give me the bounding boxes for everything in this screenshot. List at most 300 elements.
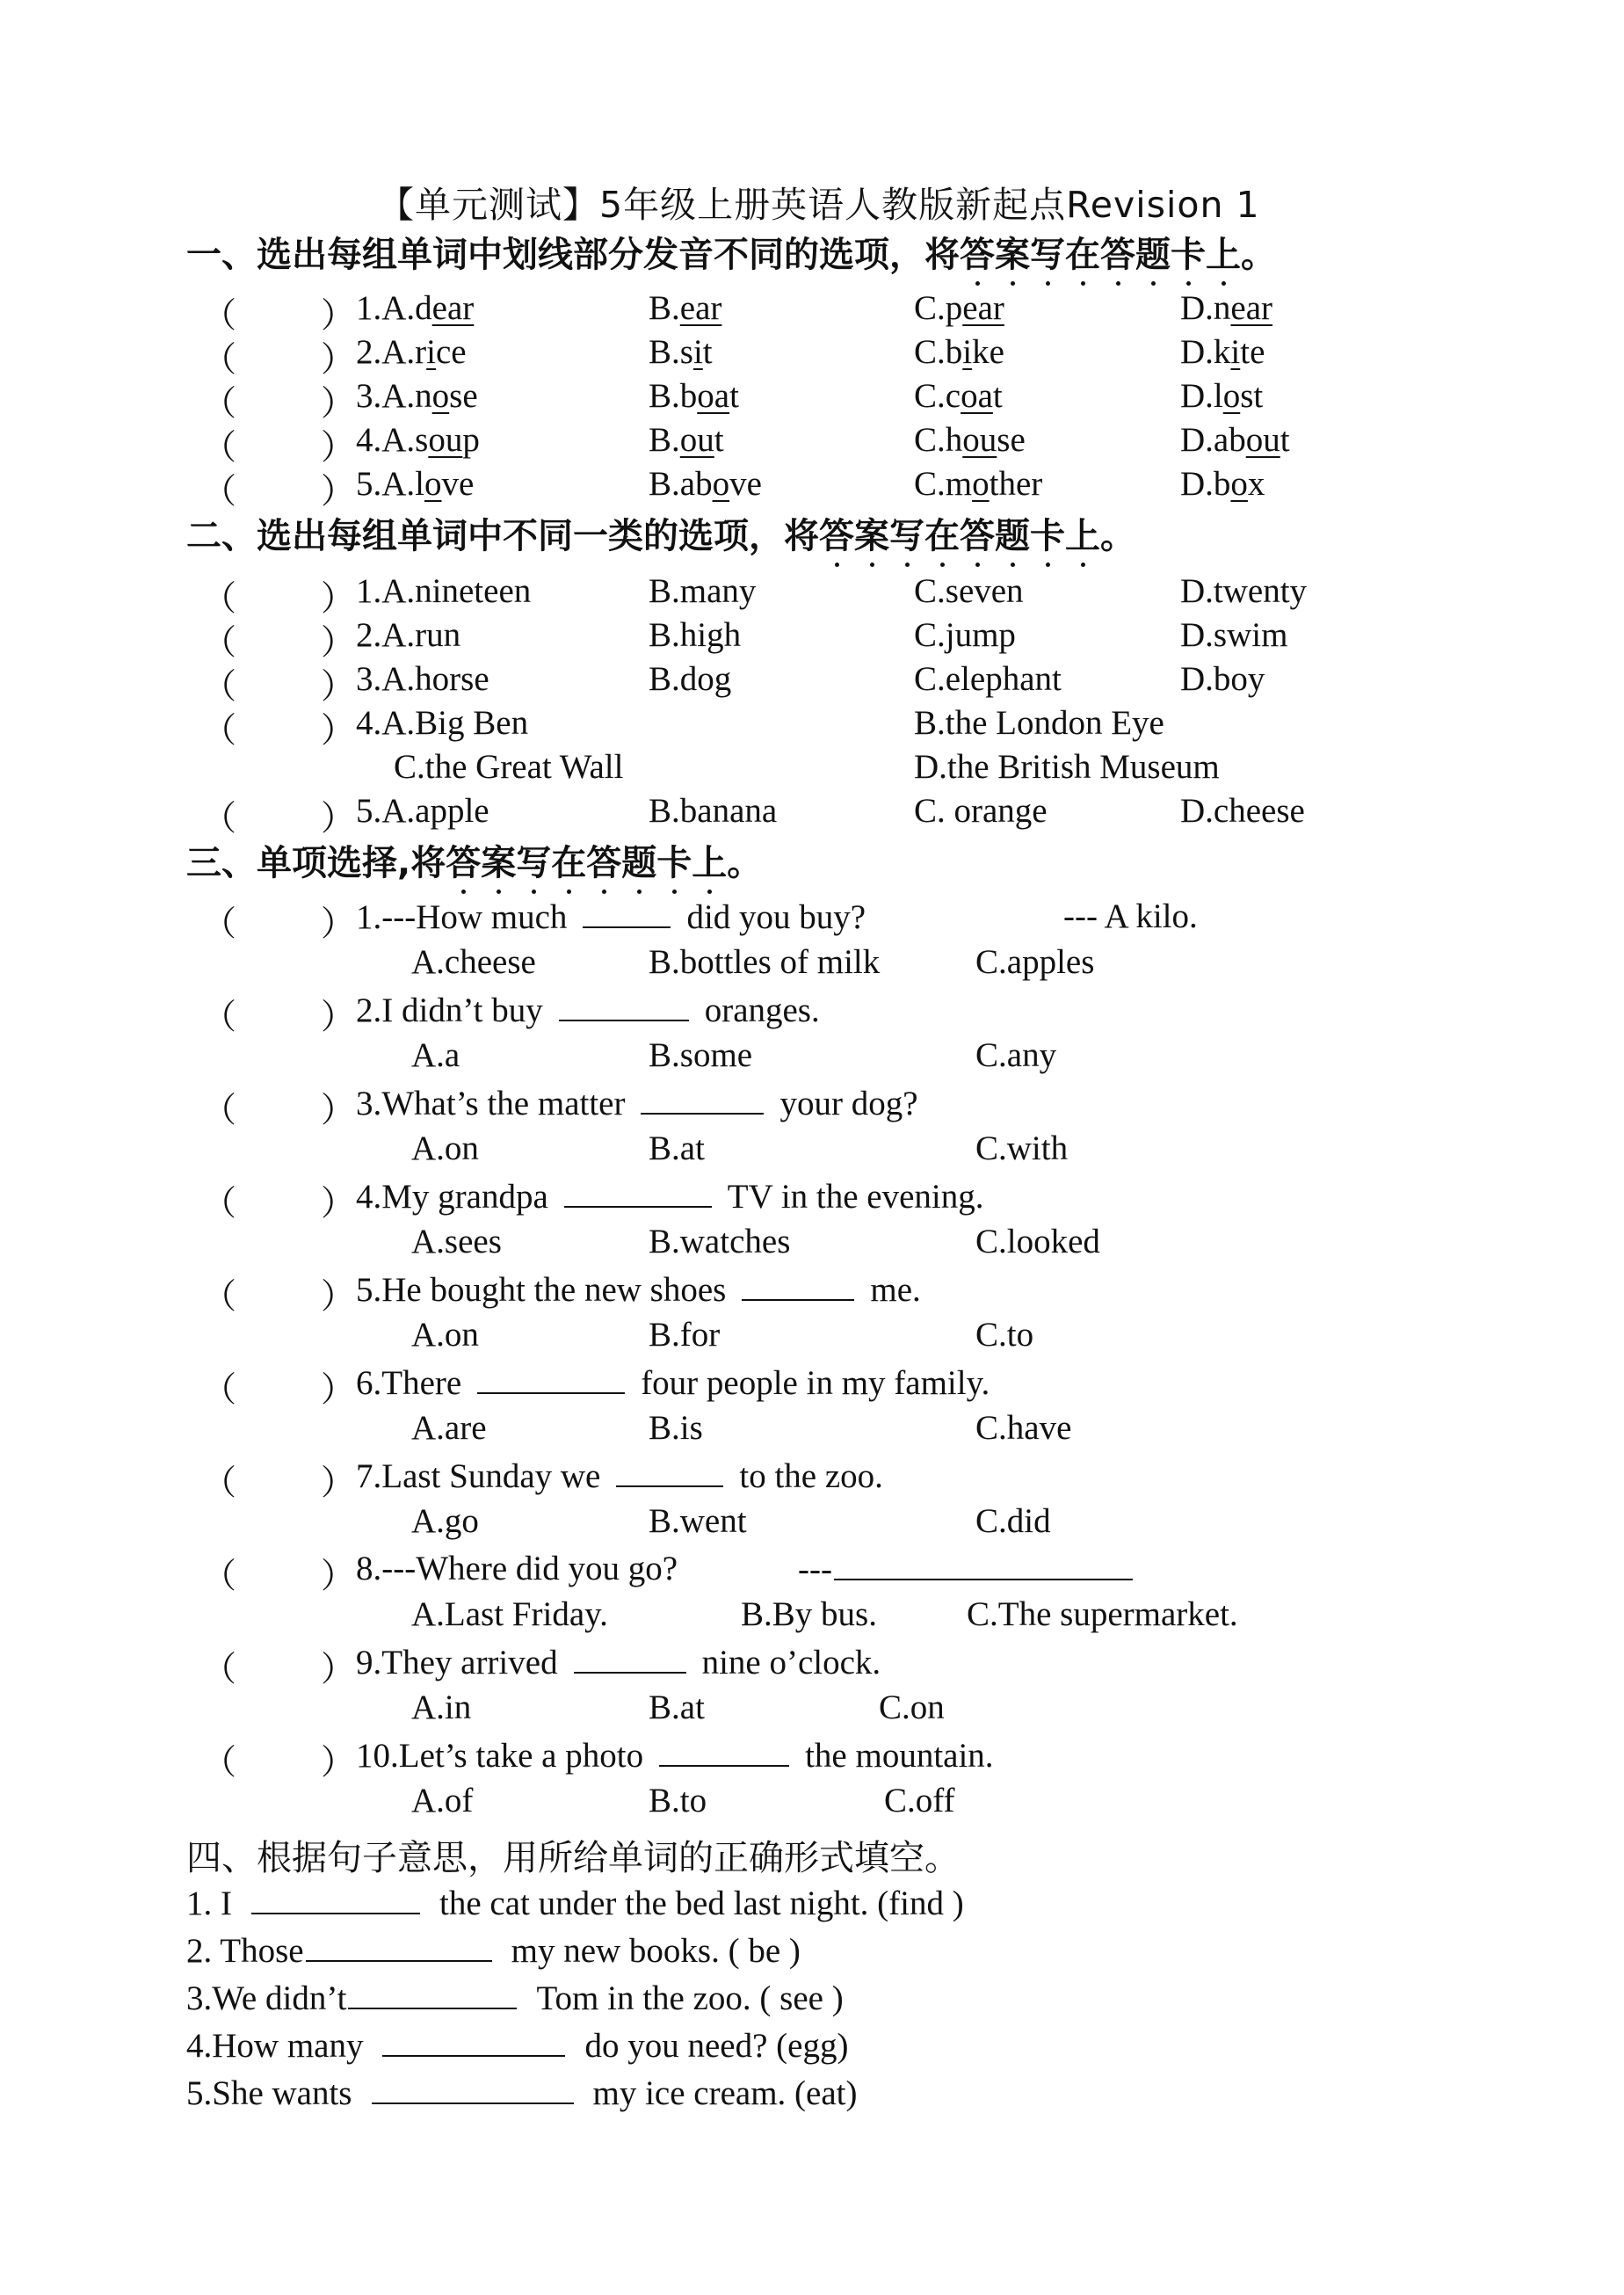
option-prefix: 5.A.l (356, 465, 424, 503)
option-prefix: C.p (914, 289, 963, 327)
stem-start: 8.---Where did you go? (356, 1550, 678, 1587)
emphasis-char: 在 (551, 835, 586, 885)
q2-row-4 (0, 703, 1624, 750)
question-stem (356, 1642, 881, 1682)
emphasis-char: 题 (995, 508, 1030, 558)
sentence-start: 4.How many (186, 2027, 364, 2065)
option-b: B.went (649, 1502, 747, 1540)
section-4-heading: 四、根据句子意思，用所给单词的正确形式填空。 (186, 1838, 960, 1878)
underlined-letters: oa (961, 377, 993, 415)
dialog-reply (798, 1549, 1138, 1589)
answer-paren-left: （ (202, 712, 237, 750)
stem-start: 2.I didn’t buy (356, 991, 543, 1029)
option-d: D.twenty (1180, 572, 1308, 610)
option-c: C.looked (975, 1223, 1100, 1260)
option-a: A.a (411, 1036, 460, 1074)
sentence-start: 3.We didn’t (186, 1979, 347, 2017)
answer-paren-right: ） (321, 341, 356, 379)
option-c (914, 376, 1003, 416)
underlined-letters: ear (1230, 289, 1273, 327)
option-b (649, 376, 739, 416)
option-b: B.is (649, 1409, 703, 1447)
option-b: B.bottles of milk (649, 943, 881, 981)
option-prefix: 3.A.n (356, 377, 432, 415)
stem-start: 10.Let’s take a photo (356, 1737, 644, 1775)
answer-blank[interactable] (659, 1735, 789, 1767)
question-stem (356, 1456, 883, 1496)
stem-end: four people in my family. (641, 1364, 990, 1402)
option-suffix: ce (436, 333, 467, 371)
option-c (914, 332, 1004, 372)
answer-paren-left: （ (202, 999, 237, 1036)
page-title: 【单元测试】5年级上册英语人教版新起点Revision 1 (378, 184, 1260, 226)
underlined-letters: o (424, 465, 442, 503)
answer-paren-left: （ (202, 624, 237, 662)
sentence-start: 5.She wants (186, 2074, 352, 2112)
option-a: A.are (411, 1409, 487, 1447)
option-b (649, 464, 762, 504)
underlined-letters: i (1230, 333, 1241, 371)
emphasis-char: 上 (692, 835, 727, 885)
option-a: A.sees (411, 1223, 502, 1260)
q3-question-row (0, 1362, 1624, 1409)
answer-blank[interactable] (372, 2073, 574, 2104)
question-stem (356, 1549, 678, 1588)
option-c: C.on (879, 1689, 945, 1726)
q2-row-4-cont (0, 747, 1624, 791)
answer-blank[interactable] (641, 1083, 764, 1115)
underlined-letters: ear (679, 289, 722, 327)
stem-start: 3.What’s the matter (356, 1085, 626, 1122)
answer-paren-left: （ (202, 580, 237, 618)
stem-end: TV in the evening. (727, 1178, 984, 1216)
stem-start: 7.Last Sunday we (356, 1457, 601, 1495)
option-b: B.By bus. (741, 1595, 877, 1633)
section-heading-dotted (586, 843, 727, 883)
option-b: B.some (649, 1036, 753, 1074)
answer-paren-right: ） (321, 473, 356, 511)
q3-options-row (0, 1129, 1624, 1173)
q1-row (0, 420, 1624, 467)
answer-paren-left: （ (202, 297, 237, 335)
q3-options-row (0, 1222, 1624, 1266)
option-a (356, 420, 480, 460)
option-a: A.cheese (411, 943, 536, 981)
emphasis-char: 题 (1135, 227, 1171, 277)
option-prefix: B.s (649, 333, 693, 371)
option-a: 2.A.run (356, 616, 461, 654)
option-suffix: t (1280, 421, 1290, 459)
section-heading-text-plain (446, 843, 586, 883)
option-d (1180, 288, 1272, 328)
sentence-end: my new books. ( be ) (511, 1932, 801, 1970)
answer-paren-right: ） (321, 624, 356, 662)
underlined-letters: o (712, 465, 730, 503)
q2-row-1 (0, 571, 1624, 618)
option-b: B.dog (649, 660, 732, 698)
section-2-heading-emphasis (819, 516, 1135, 556)
underlined-letters: i (426, 333, 436, 371)
question-stem (356, 1176, 984, 1216)
fill-in-sentence (186, 1978, 844, 2018)
emphasis-char: 上 (1065, 508, 1100, 558)
emphasis-char: 题 (621, 835, 656, 885)
option-a (356, 376, 478, 416)
reply-text: --- A kilo. (1063, 897, 1198, 935)
option-suffix: p (462, 421, 480, 459)
stem-end: me. (870, 1271, 921, 1309)
option-c: C.seven (914, 572, 1024, 610)
option-c: C.to (975, 1316, 1034, 1354)
section-heading-dotted (1100, 235, 1241, 275)
answer-paren-left: （ (202, 385, 237, 423)
option-prefix: C.c (914, 377, 961, 415)
answer-blank[interactable] (477, 1362, 625, 1394)
option-prefix: D.ab (1180, 421, 1246, 459)
option-b (649, 288, 721, 328)
stem-start: 5.He bought the new shoes (356, 1271, 727, 1309)
question-stem (356, 1269, 921, 1310)
section-heading-dotted (960, 516, 1100, 556)
section-heading-end: 。 (727, 843, 763, 883)
answer-paren-right: ） (321, 580, 356, 618)
emphasis-char: 案 (995, 227, 1030, 277)
emphasis-char: 上 (1206, 227, 1241, 277)
option-prefix: B. (649, 289, 680, 327)
answer-paren-right: ） (321, 1744, 356, 1782)
underlined-letters: ou (962, 421, 997, 459)
option-prefix: 4.A.s (356, 421, 429, 459)
answer-blank[interactable] (251, 1883, 420, 1914)
stem-end: the mountain. (805, 1737, 994, 1775)
answer-paren-left: （ (202, 1185, 237, 1223)
answer-blank[interactable] (306, 1930, 492, 1962)
answer-blank[interactable] (348, 1978, 517, 2009)
emphasis-char: 答 (586, 835, 621, 885)
option-prefix: B.b (649, 377, 698, 415)
option-d (1180, 332, 1265, 372)
option-a (356, 288, 474, 328)
option-d (1180, 464, 1265, 504)
option-a (356, 332, 467, 372)
answer-blank[interactable] (564, 1176, 712, 1208)
option-b: B.at (649, 1129, 705, 1167)
option-prefix: 2.A.r (356, 333, 427, 371)
question-stem (356, 990, 820, 1030)
option-suffix: ther (989, 465, 1043, 503)
stem-end: nine o’clock. (701, 1644, 881, 1681)
q3-question-row (0, 990, 1624, 1034)
answer-blank[interactable] (583, 897, 671, 928)
underlined-letters: ou (679, 421, 714, 459)
option-a: A.of (411, 1782, 474, 1819)
answer-paren-right: ） (321, 800, 356, 838)
option-c: C.off (884, 1782, 955, 1819)
option-c: C.elephant (914, 660, 1062, 698)
emphasis-char: 写 (889, 508, 924, 558)
answer-paren-left: （ (202, 668, 237, 706)
answer-paren-right: ） (321, 1464, 356, 1502)
sentence-end: my ice cream. (eat) (592, 2074, 858, 2112)
option-suffix: t (992, 377, 1003, 415)
option-a: A.go (411, 1502, 479, 1540)
answer-paren-right: ） (321, 1092, 356, 1129)
option-b: B.high (649, 616, 742, 654)
dialog-reply (1063, 897, 1198, 936)
answer-paren-right: ） (321, 668, 356, 706)
option-prefix: D.b (1180, 465, 1231, 503)
q3-question-row (0, 1456, 1624, 1500)
underlined-letters: ear (431, 289, 475, 327)
option-a: A.on (411, 1316, 479, 1354)
answer-paren-right: ） (321, 905, 356, 943)
emphasis-char: 案 (854, 508, 889, 558)
answer-blank[interactable] (382, 2025, 565, 2057)
option-c: C.apples (975, 943, 1095, 981)
emphasis-char: 答 (819, 508, 854, 558)
option-b: B.watches (649, 1223, 791, 1260)
answer-blank[interactable] (834, 1549, 1133, 1580)
q3-question-row (0, 1176, 1624, 1223)
section-3-heading-text: 三、单项选择,将 (186, 843, 446, 883)
answer-paren-left: （ (202, 1651, 237, 1689)
option-b: B.to (649, 1782, 707, 1819)
option-d: D.boy (1180, 660, 1265, 698)
option-suffix: ve (729, 465, 762, 503)
underlined-letters: o (972, 465, 990, 503)
q3-question-row (0, 1735, 1624, 1782)
option-c: C.The supermarket. (967, 1595, 1238, 1633)
option-a: 1.A.nineteen (356, 572, 532, 610)
answer-blank[interactable] (574, 1642, 686, 1674)
option-d: D.cheese (1180, 792, 1305, 830)
option-d: D.the British Museum (914, 748, 1220, 786)
q3-question-row (0, 1083, 1624, 1127)
q3-options-row (0, 1781, 1624, 1825)
q3-question-row (0, 1269, 1624, 1316)
stem-end: did you buy? (686, 898, 866, 936)
answer-paren-right: ） (321, 429, 356, 467)
underlined-letters: oa (697, 377, 730, 415)
stem-start: 9.They arrived (356, 1644, 558, 1681)
option-suffix: st (1240, 377, 1264, 415)
section-1-heading-emphasis (960, 235, 1276, 275)
answer-paren-left: （ (202, 1371, 237, 1409)
q3-question-row (0, 897, 1624, 941)
emphasis-char: 案 (481, 835, 516, 885)
emphasis-char: 卡 (1171, 227, 1206, 277)
answer-paren-left: （ (202, 473, 237, 511)
question-stem (356, 1735, 994, 1776)
answer-paren-left: （ (202, 800, 237, 838)
option-suffix: se (997, 421, 1026, 459)
q3-options-row (0, 1035, 1624, 1079)
stem-start: 1.---How much (356, 898, 568, 936)
q2-row-2 (0, 615, 1624, 662)
option-suffix: x (1247, 465, 1265, 503)
option-a: 5.A.apple (356, 792, 489, 830)
section-heading-end: 。 (1100, 516, 1135, 556)
fill-in-sentence (186, 1883, 964, 1923)
q3-options-row (0, 1408, 1624, 1452)
sentence-end: do you need? (egg) (584, 2027, 849, 2065)
section-3-heading (186, 835, 762, 885)
answer-paren-right: ） (321, 1278, 356, 1316)
q3-question-row (0, 1642, 1624, 1689)
option-c: C.the Great Wall (394, 748, 624, 786)
stem-end: to the zoo. (739, 1457, 883, 1495)
emphasis-char: 在 (1065, 227, 1100, 277)
q3-options-row (0, 942, 1624, 986)
option-c (914, 420, 1026, 460)
answer-paren-right: ） (321, 1185, 356, 1223)
option-a: A.on (411, 1129, 479, 1167)
section-1-heading-text: 一、选出每组单词中划线部分发音不同的选项，将 (186, 235, 960, 275)
answer-blank[interactable] (742, 1269, 854, 1301)
q1-row (0, 464, 1624, 511)
question-stem (356, 1083, 918, 1123)
option-b (649, 420, 724, 460)
option-prefix: B.ab (649, 465, 713, 503)
option-prefix: D.k (1180, 333, 1231, 371)
option-c (914, 464, 1042, 504)
section-heading-text-plain (819, 516, 960, 556)
answer-paren-right: ） (321, 1558, 356, 1595)
option-suffix: ve (441, 465, 475, 503)
answer-paren-right: ） (321, 1371, 356, 1409)
emphasis-char: 答 (1100, 227, 1135, 277)
emphasis-char: 答 (960, 508, 995, 558)
option-prefix: B. (649, 421, 680, 459)
fill-in-sentence (186, 1930, 801, 1971)
stem-start: 4.My grandpa (356, 1178, 548, 1216)
option-c (914, 288, 1004, 328)
option-a: 4.A.Big Ben (356, 704, 529, 742)
answer-paren-left: （ (202, 905, 237, 943)
answer-paren-right: ） (321, 999, 356, 1036)
option-a: A.Last Friday. (411, 1595, 608, 1633)
option-a (356, 464, 474, 504)
option-a: 3.A.horse (356, 660, 489, 698)
option-d (1180, 376, 1263, 416)
stem-end: your dog? (779, 1085, 918, 1122)
q3-options-row (0, 1501, 1624, 1545)
q3-options-row (0, 1315, 1624, 1359)
option-a: A.in (411, 1689, 472, 1726)
question-stem (356, 897, 866, 937)
emphasis-char: 写 (516, 835, 551, 885)
option-suffix: se (449, 377, 478, 415)
option-suffix: t (729, 377, 739, 415)
answer-blank[interactable] (559, 990, 689, 1021)
option-suffix: t (702, 333, 713, 371)
answer-paren-right: ） (321, 297, 356, 335)
q1-row (0, 376, 1624, 423)
option-b: B.many (649, 572, 757, 610)
sentence-start: 2. Those (186, 1932, 304, 1970)
section-heading-text-plain (960, 235, 1100, 275)
underlined-letters: i (962, 333, 973, 371)
answer-paren-left: （ (202, 341, 237, 379)
option-d: D.swim (1180, 616, 1288, 654)
option-b: B.the London Eye (914, 704, 1164, 742)
underlined-letters: ou (428, 421, 463, 459)
q3-question-row (0, 1549, 1624, 1593)
question-stem (356, 1362, 990, 1403)
underlined-letters: o (431, 377, 450, 415)
option-b: B.at (649, 1689, 705, 1726)
option-suffix: t (714, 421, 724, 459)
stem-start: 6.There (356, 1364, 462, 1402)
sentence-end: Tom in the zoo. ( see ) (536, 1979, 844, 2017)
option-c: C.jump (914, 616, 1016, 654)
underlined-letters: o (1230, 465, 1248, 503)
answer-paren-left: （ (202, 429, 237, 467)
answer-blank[interactable] (616, 1456, 723, 1487)
section-1-heading (186, 227, 1276, 277)
underlined-letters: o (1222, 377, 1241, 415)
option-prefix: C.b (914, 333, 963, 371)
q3-options-row (0, 1594, 1624, 1638)
sentence-end: the cat under the bed last night. (find ) (439, 1885, 964, 1922)
option-b: B.for (649, 1316, 721, 1354)
q3-options-row (0, 1688, 1624, 1732)
answer-paren-left: （ (202, 1464, 237, 1502)
option-prefix: 1.A.d (356, 289, 432, 327)
emphasis-char: 写 (1030, 227, 1065, 277)
reply-text: --- (798, 1551, 832, 1588)
emphasis-char: 答 (446, 835, 481, 885)
answer-paren-left: （ (202, 1744, 237, 1782)
option-b (649, 332, 713, 372)
q2-row-5 (0, 791, 1624, 838)
option-suffix: ke (972, 333, 1004, 371)
emphasis-char: 答 (960, 227, 995, 277)
option-suffix: te (1240, 333, 1265, 371)
emphasis-char: 在 (924, 508, 960, 558)
answer-paren-right: ） (321, 712, 356, 750)
underlined-letters: i (692, 333, 703, 371)
q1-row (0, 288, 1624, 335)
underlined-letters: ou (1245, 421, 1280, 459)
section-3-heading-emphasis (446, 843, 762, 883)
section-2-heading-text: 二、选出每组单词中不同一类的选项，将 (186, 516, 819, 556)
fill-in-sentence (186, 2073, 857, 2113)
section-heading-end: 。 (1241, 235, 1276, 275)
q1-row (0, 332, 1624, 379)
option-b: B.banana (649, 792, 778, 830)
option-c: C.any (975, 1036, 1057, 1074)
underlined-letters: ear (962, 289, 1004, 327)
section-2-heading (186, 508, 1135, 558)
sentence-start: 1. I (186, 1885, 232, 1922)
q2-row-3 (0, 659, 1624, 706)
stem-end: oranges. (704, 991, 820, 1029)
option-d (1180, 420, 1290, 460)
emphasis-char: 卡 (1030, 508, 1065, 558)
emphasis-char: 卡 (656, 835, 692, 885)
option-c: C. orange (914, 792, 1048, 830)
answer-paren-right: ） (321, 1651, 356, 1689)
option-prefix: C.m (914, 465, 973, 503)
option-c: C.did (975, 1502, 1051, 1540)
answer-paren-left: （ (202, 1092, 237, 1129)
option-c: C.have (975, 1409, 1072, 1447)
answer-paren-left: （ (202, 1558, 237, 1595)
option-prefix: D.l (1180, 377, 1223, 415)
fill-in-sentence (186, 2025, 848, 2066)
option-c: C.with (975, 1129, 1069, 1167)
